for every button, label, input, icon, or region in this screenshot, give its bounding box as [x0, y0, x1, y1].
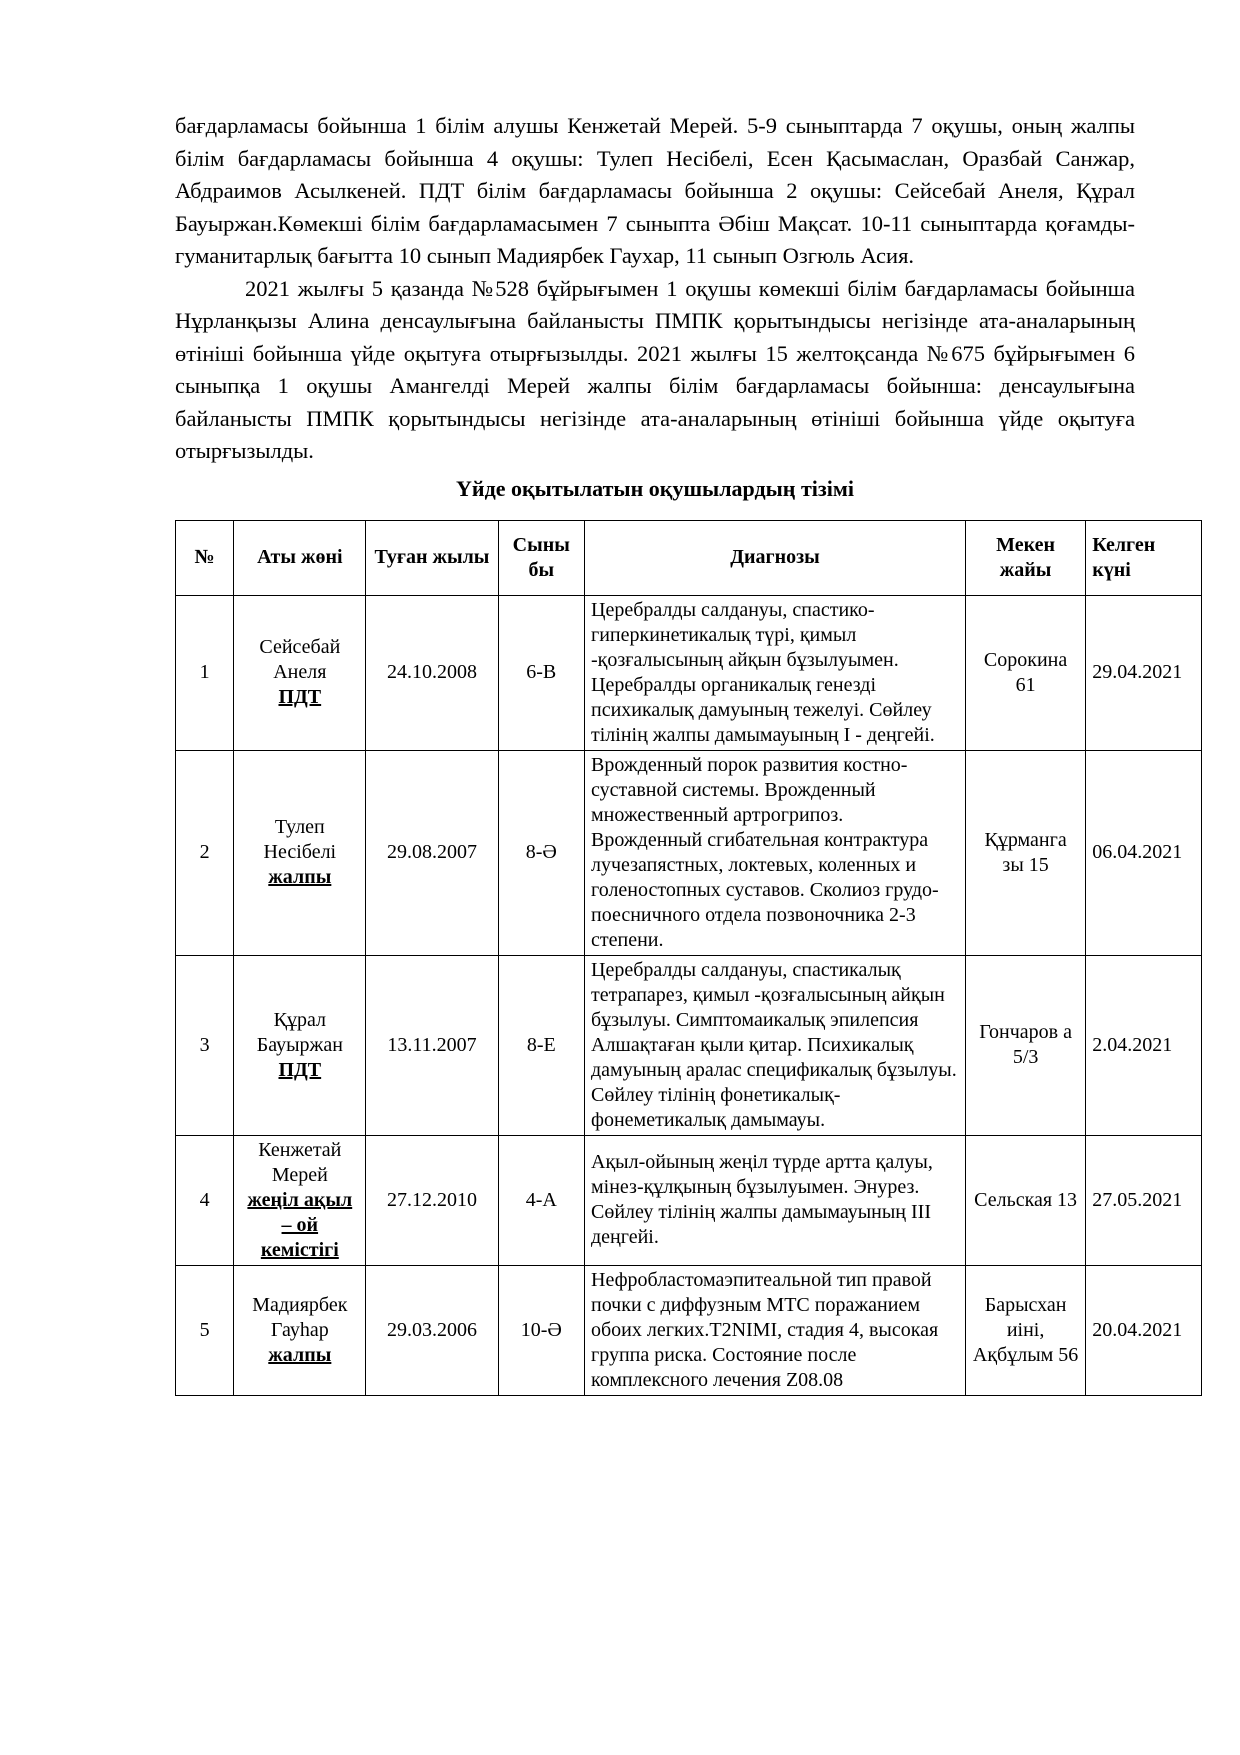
cell-name	[234, 595, 366, 750]
table-row	[176, 1135, 1202, 1265]
student-program: ПДТ	[278, 686, 322, 708]
student-program: ПДТ	[278, 1058, 322, 1081]
header-birth: Туған жылы	[366, 520, 498, 595]
student-program: жалпы	[268, 866, 332, 888]
table-row	[176, 955, 1202, 1135]
cell-arrived: 20.04.2021	[1086, 1265, 1202, 1395]
cell-class: 8-Ә	[498, 750, 584, 955]
student-name: Мадиярбек Гауһар	[252, 1293, 348, 1341]
header-num: №	[176, 520, 234, 595]
paragraph-1: бағдарламасы бойынша 1 білім алушы Кенжетай Мерей. 5-9 сыныптарда 7 оқушы, оның жалпы білім бағдарламасы бойынша 4 оқушы: Тулеп Несібелі, Есен Қасымаслан, Оразбай Санжар, Абдраимов Асылкеней. ПДТ білім бағдарламасы бойынша 2 оқушы: Сейсебай Анеля, Құрал Бауыржан.Көмекші білім бағдарламасымен 7 сыныпта Әбіш Мақсат. 10-11 сыныптарда қоғамды-гуманитарлық бағытта 10 сынып Мадиярбек Гаухар, 11 сынып Озгюль Асия.	[175, 113, 1135, 268]
home-schooling-table	[175, 520, 1202, 1396]
header-arrived: Келген күні	[1086, 520, 1202, 595]
cell-diagnosis: Нефробластомаэпитеальной тип правой почки с диффузным МТС поражанием обоих легких.T2NIMI, стадия 4, высокая группа риска. Состояние после комплексного лечения Z08.08	[585, 1265, 966, 1395]
table-header-row	[176, 520, 1202, 595]
cell-class: 4-А	[498, 1135, 584, 1265]
cell-arrived: 29.04.2021	[1086, 595, 1202, 750]
table-row	[176, 595, 1202, 750]
paragraph-2: 2021 жылғы 5 қазанда №528 бұйрығымен 1 оқушы көмекші білім бағдарламасы бойынша Нұрланқызы Алина денсаулығына байланысты ПМПК қорытындысы негізінде ата-аналарының өтініші бойынша үйде оқытуға отырғызылды. 2021 жылғы 15 желтоқсанда №675 бұйрығымен 6 сыныпқа 1 оқушы Амангелді Мерей жалпы білім бағдарламасы бойынша: денсаулығына байланысты ПМПК қорытындысы негізінде ата-аналарының өтініші бойынша үйде оқытуға отырғызылды.	[175, 275, 1135, 463]
student-name: Тулеп Несібелі	[263, 816, 337, 863]
cell-birth: 24.10.2008	[366, 595, 498, 750]
cell-birth: 13.11.2007	[366, 955, 498, 1135]
student-name: Құрал Бауыржан	[256, 1008, 343, 1056]
cell-arrived: 06.04.2021	[1086, 750, 1202, 955]
cell-diagnosis: Врожденный порок развития костно-суставной системы. Врожденный множественный артрогрипоз. Врожденный сгибательная контрактура лучезапястных, локтевых, коленных и голеностопных суставов. Сколиоз грудо-поесничного отдела позвоночника 2-3 степени.	[585, 750, 966, 955]
cell-birth: 27.12.2010	[366, 1135, 498, 1265]
header-name: Аты жөні	[234, 520, 366, 595]
cell-name	[234, 1135, 366, 1265]
cell-num: 3	[176, 955, 234, 1135]
cell-num: 5	[176, 1265, 234, 1395]
header-class: Сыны бы	[498, 520, 584, 595]
cell-birth: 29.03.2006	[366, 1265, 498, 1395]
cell-num: 1	[176, 595, 234, 750]
cell-class: 6-В	[498, 595, 584, 750]
table-row	[176, 750, 1202, 955]
student-name: Кенжетай Мерей	[258, 1138, 342, 1186]
cell-address: Сорокина 61	[965, 595, 1085, 750]
cell-diagnosis: Ақыл-ойының жеңіл түрде артта қалуы, мінез-құлқының бұзылуымен. Энурез. Сөйлеу тілінің жалпы дамымауының ІІІ деңгейі.	[585, 1135, 966, 1265]
cell-birth: 29.08.2007	[366, 750, 498, 955]
cell-name	[234, 750, 366, 955]
table-title: Үйде оқытылатын оқушылардың тізімі	[456, 475, 854, 501]
cell-class: 10-Ә	[498, 1265, 584, 1395]
cell-address: Гончаров а 5/3	[965, 955, 1085, 1135]
cell-arrived: 27.05.2021	[1086, 1135, 1202, 1265]
cell-arrived: 2.04.2021	[1086, 955, 1202, 1135]
header-diagnosis: Диагнозы	[585, 520, 966, 595]
cell-address: Құрманга зы 15	[965, 750, 1085, 955]
cell-name	[234, 955, 366, 1135]
cell-address: Сельская 13	[965, 1135, 1085, 1265]
cell-num: 2	[176, 750, 234, 955]
cell-class: 8-Е	[498, 955, 584, 1135]
cell-name	[234, 1265, 366, 1395]
student-program: жалпы	[268, 1343, 332, 1366]
cell-address: Барысхан иіні, Ақбұлым 56	[965, 1265, 1085, 1395]
cell-diagnosis: Церебралды салдануы, спастико-гиперкинетикалық түрі, қимыл -қозғалысының айқын бұзылуымен. Церебралды органикалық генезді психикалық дамуының тежелуі. Сөйлеу тілінің жалпы дамымауының І - деңгейі.	[585, 595, 966, 750]
cell-diagnosis: Церебралды салдануы, спастикалық тетрапарез, қимыл -қозғалысының айқын бұзылуы. Симптомаикалық эпилепсия Алшақтаған қыли қитар. Психикалық дамуының аралас спецификалық бұзылуы. Сөйлеу тілінің фонетикалық-фонеметикалық дамымауы.	[585, 955, 966, 1135]
student-program: жеңіл ақыл – ой кемістігі	[247, 1188, 353, 1261]
cell-num: 4	[176, 1135, 234, 1265]
header-address: Мекен жайы	[965, 520, 1085, 595]
student-name: Сейсебай Анеля	[259, 636, 341, 683]
table-row	[176, 1265, 1202, 1395]
